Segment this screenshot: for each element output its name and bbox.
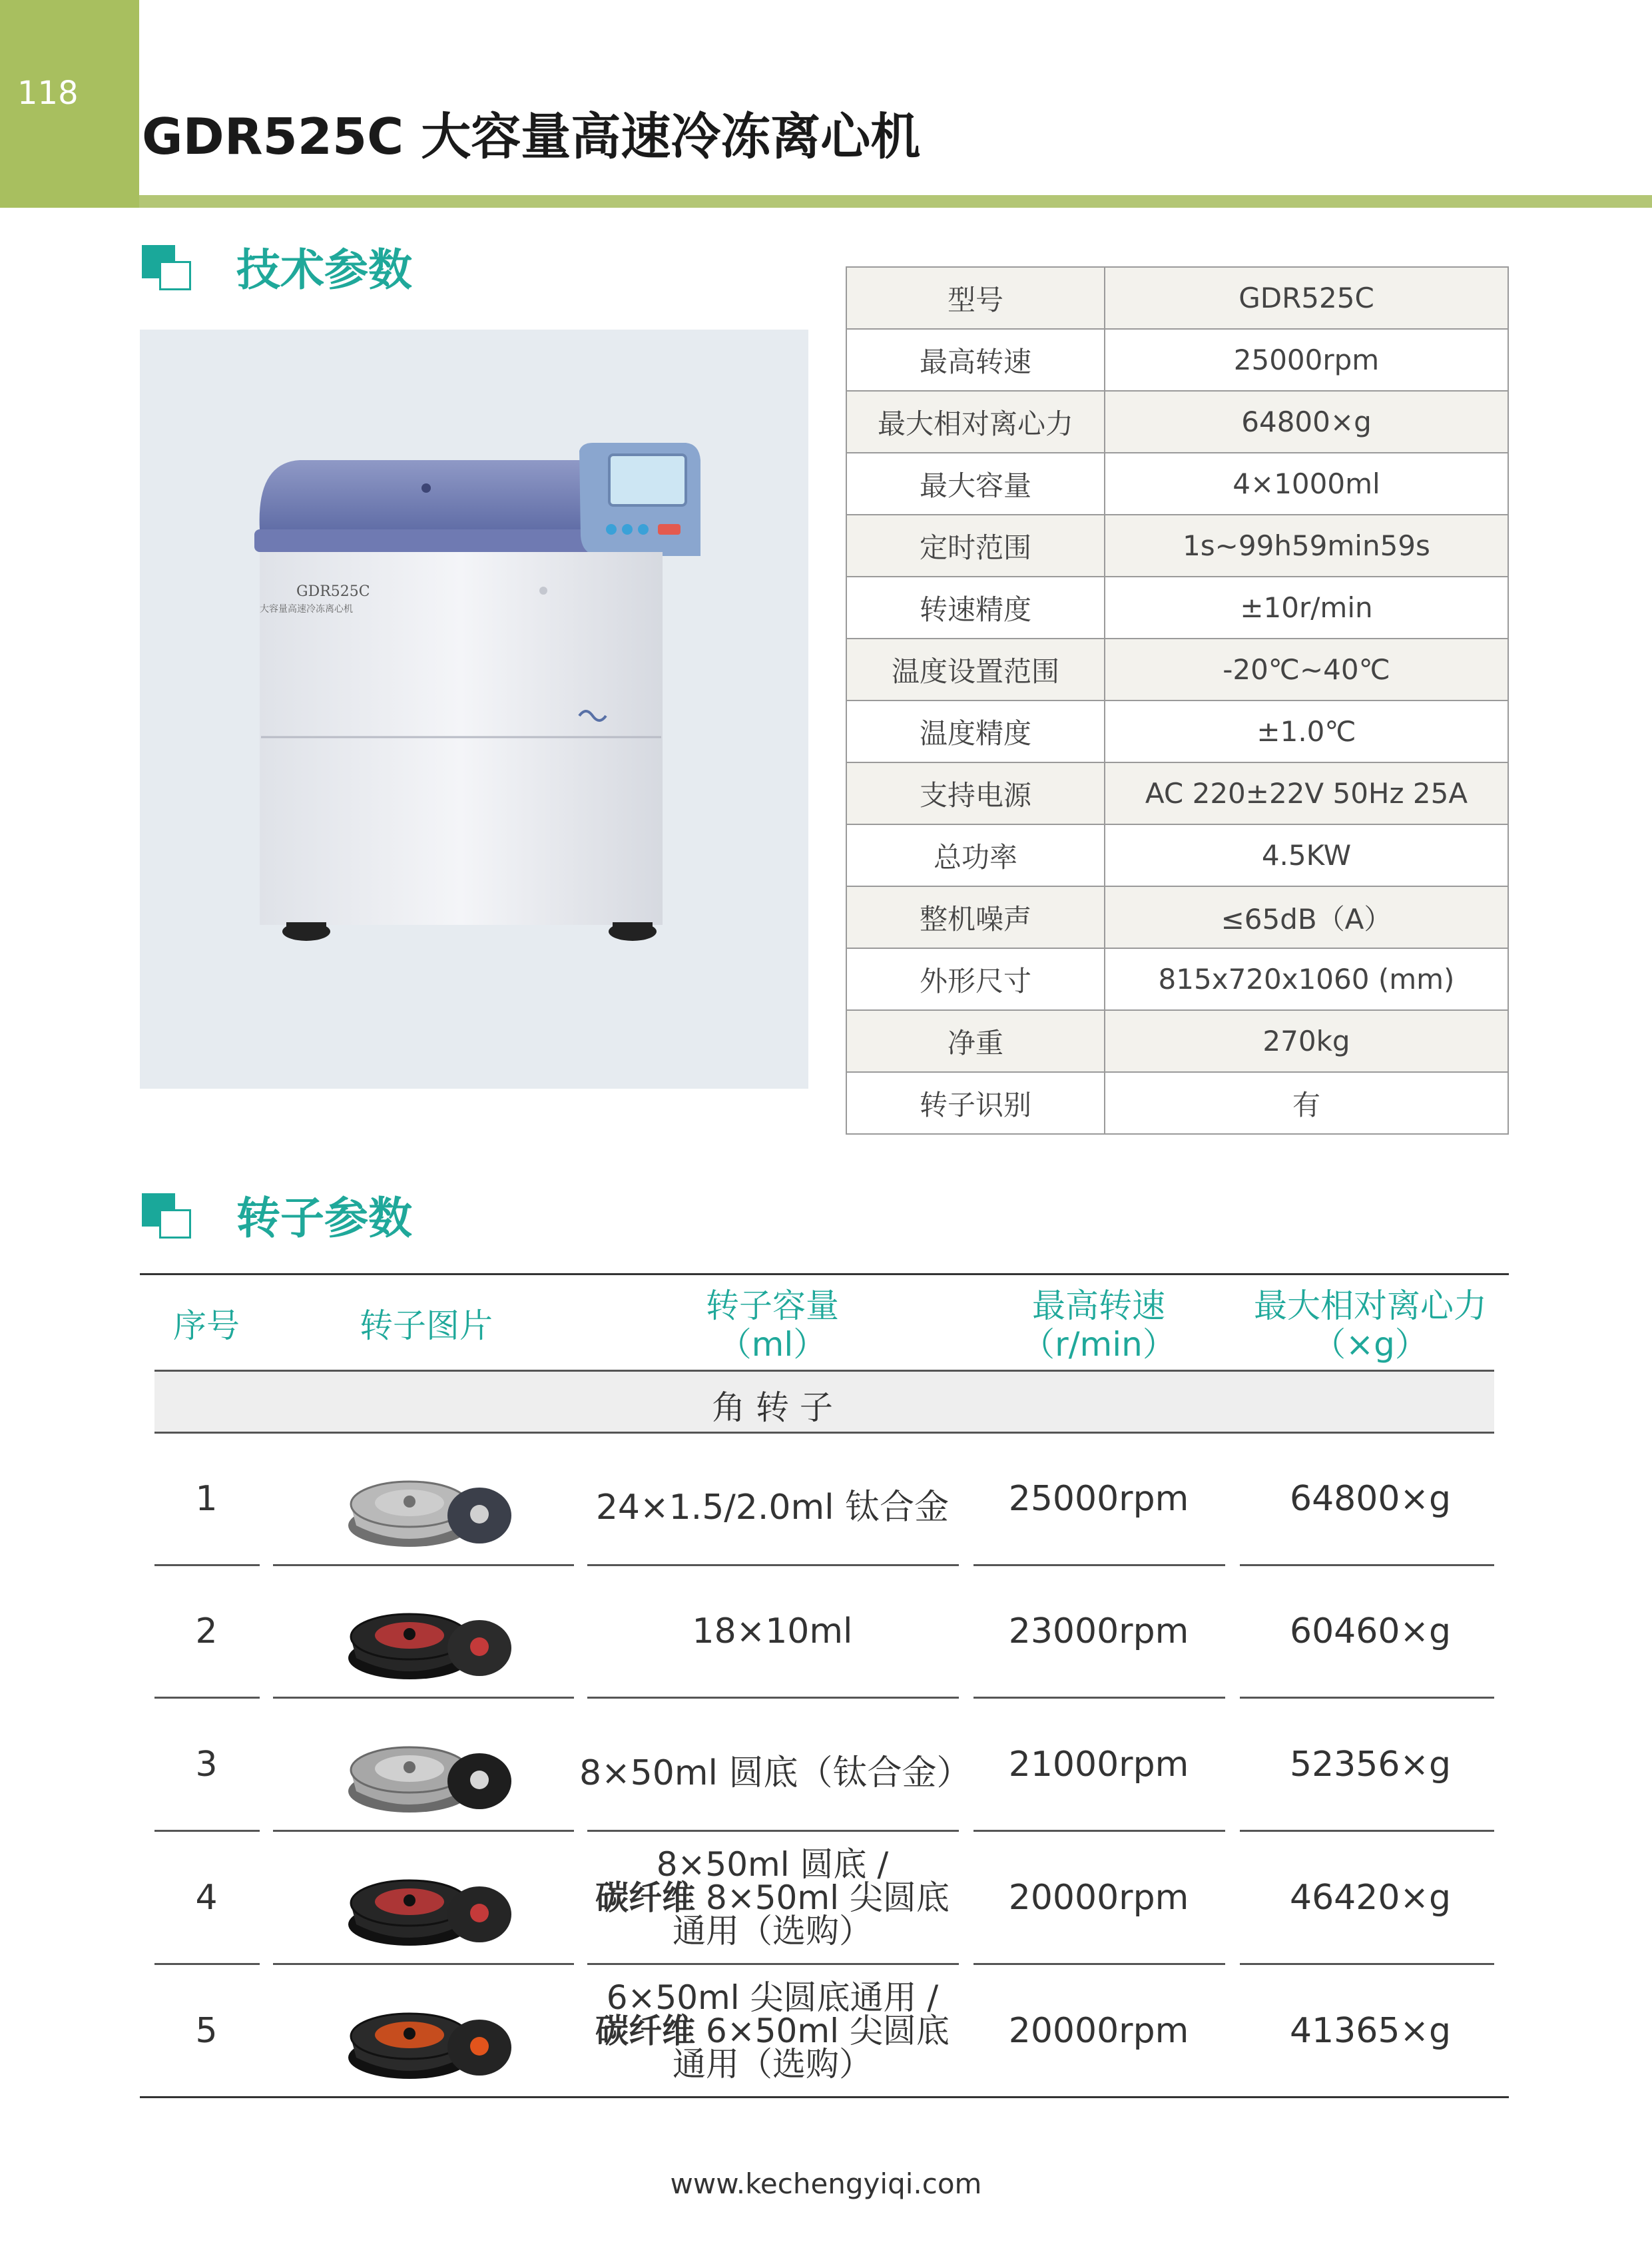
spec-key: 最大相对离心力 <box>846 391 1105 453</box>
spec-value: 1s~99h59min59s <box>1105 515 1508 577</box>
spec-row <box>846 391 1508 453</box>
capacity-line-rest: 6×50ml 尖圆底 <box>695 2012 950 2050</box>
row-speed: 25000rpm <box>1008 1479 1189 1519</box>
row-speed: 20000rpm <box>1008 2011 1189 2051</box>
rotor-image <box>343 1585 516 1685</box>
spec-row <box>846 1010 1508 1072</box>
spec-value: GDR525C <box>1105 267 1508 329</box>
spec-row <box>846 762 1508 824</box>
spec-key: 转子识别 <box>846 1072 1105 1134</box>
spec-value: 815x720x1060 (mm) <box>1105 948 1508 1010</box>
row-rule <box>1240 1963 1494 1965</box>
capacity-line: 通用（选购） <box>673 1912 872 1950</box>
spec-row <box>846 329 1508 391</box>
spec-value: -20℃~40℃ <box>1105 639 1508 701</box>
header-rule <box>139 195 1652 208</box>
page-number: 118 <box>17 75 79 112</box>
capacity-material: 碳纤维 <box>595 2012 696 2050</box>
spec-value: 有 <box>1105 1072 1508 1134</box>
spec-value: 270kg <box>1105 1010 1508 1072</box>
spec-row <box>846 453 1508 515</box>
spec-value: ±1.0℃ <box>1105 701 1508 762</box>
rotor-image <box>343 1984 516 2084</box>
row-number: 3 <box>195 1745 218 1785</box>
section-bullet-icon <box>142 245 192 292</box>
spec-key: 外形尺寸 <box>846 948 1105 1010</box>
rotor-image <box>343 1851 516 1951</box>
row-rule <box>273 1564 574 1566</box>
spec-row <box>846 515 1508 577</box>
row-rule <box>154 1564 260 1566</box>
product-photo <box>140 330 808 1089</box>
table-top-rule <box>140 1273 1509 1275</box>
row-number: 4 <box>195 1878 218 1918</box>
row-number: 5 <box>195 2011 218 2051</box>
spec-key: 总功率 <box>846 824 1105 886</box>
capacity-line-rest: 8×50ml 尖圆底 <box>695 1878 950 1917</box>
spec-value: 4×1000ml <box>1105 453 1508 515</box>
row-rule <box>154 1963 260 1965</box>
row-rcf: 60460×g <box>1290 1611 1451 1651</box>
spec-key: 温度精度 <box>846 701 1105 762</box>
page-title: GDR525C 大容量高速冷冻离心机 <box>142 107 921 166</box>
section-title-rotor: 转子参数 <box>236 1193 412 1244</box>
row-rule <box>1240 1564 1494 1566</box>
row-rule <box>587 1697 959 1699</box>
capacity-material: 碳纤维 <box>595 1878 696 1917</box>
row-rule <box>1240 1830 1494 1832</box>
row-capacity: 24×1.5/2.0ml 钛合金 <box>595 1488 950 1528</box>
capacity-line <box>579 1878 965 1917</box>
spec-value: 25000rpm <box>1105 329 1508 391</box>
spec-row <box>846 824 1508 886</box>
row-rule <box>973 1963 1225 1965</box>
row-capacity <box>579 1978 965 2084</box>
device-model-label: GDR525C <box>296 583 370 600</box>
spec-key: 型号 <box>846 267 1105 329</box>
row-rule <box>1240 1697 1494 1699</box>
row-rule <box>273 1697 574 1699</box>
spec-row <box>846 886 1508 948</box>
spec-row <box>846 577 1508 639</box>
row-speed: 20000rpm <box>1008 1878 1189 1918</box>
row-rule <box>973 1830 1225 1832</box>
footer-url: www.kechengyiqi.com <box>670 2167 982 2200</box>
spec-value: 64800×g <box>1105 391 1508 453</box>
spec-value: AC 220±22V 50Hz 25A <box>1105 762 1508 824</box>
device-name-label: 大容量高速冷冻离心机 <box>260 604 353 615</box>
capacity-line <box>579 2014 965 2048</box>
header-rcf: 最大相对离心力 （×g） <box>1254 1286 1487 1364</box>
row-rule <box>587 1963 959 1965</box>
spec-row <box>846 701 1508 762</box>
row-number: 1 <box>195 1479 218 1519</box>
table-bottom-rule <box>140 2096 1509 2098</box>
row-rule <box>154 1697 260 1699</box>
row-speed: 23000rpm <box>1008 1611 1189 1651</box>
spec-key: 最高转速 <box>846 329 1105 391</box>
row-capacity: 8×50ml 圆底（钛合金） <box>579 1753 971 1793</box>
header-capacity: 转子容量 （ml） <box>706 1286 839 1364</box>
capacity-line: 通用（选购） <box>673 2045 872 2084</box>
spec-key: 转速精度 <box>846 577 1105 639</box>
row-rule <box>273 1963 574 1965</box>
section-title-tech: 技术参数 <box>236 244 412 296</box>
row-capacity <box>579 1845 965 1950</box>
section-bullet-icon <box>142 1193 192 1240</box>
group-rule <box>154 1432 1494 1434</box>
capacity-line: 8×50ml 圆底 / <box>656 1845 889 1884</box>
spec-row <box>846 639 1508 701</box>
spec-key: 定时范围 <box>846 515 1105 577</box>
row-rcf: 46420×g <box>1290 1878 1451 1918</box>
spec-key: 整机噪声 <box>846 886 1105 948</box>
row-rule <box>587 1830 959 1832</box>
row-rule <box>973 1697 1225 1699</box>
row-speed: 21000rpm <box>1008 1745 1189 1785</box>
row-rule <box>973 1564 1225 1566</box>
spec-value: ±10r/min <box>1105 577 1508 639</box>
header-image: 转子图片 <box>360 1306 493 1345</box>
spec-row <box>846 1072 1508 1134</box>
spec-key: 最大容量 <box>846 453 1105 515</box>
row-rcf: 41365×g <box>1290 2011 1451 2051</box>
spec-value: ≤65dB（A） <box>1105 886 1508 948</box>
rotor-image <box>343 1718 516 1818</box>
row-rcf: 52356×g <box>1290 1745 1451 1785</box>
row-number: 2 <box>195 1611 218 1651</box>
spec-key: 净重 <box>846 1010 1105 1072</box>
spec-row <box>846 267 1508 329</box>
row-capacity: 18×10ml <box>692 1611 853 1651</box>
rotor-image <box>343 1452 516 1552</box>
header-no: 序号 <box>173 1306 240 1345</box>
spec-value: 4.5KW <box>1105 824 1508 886</box>
centrifuge-illustration <box>140 330 808 1089</box>
spec-key: 支持电源 <box>846 762 1105 824</box>
spec-table <box>846 266 1509 1135</box>
capacity-line: 6×50ml 尖圆底通用 / <box>606 1978 939 2017</box>
row-rule <box>273 1830 574 1832</box>
row-rule <box>587 1564 959 1566</box>
row-rule <box>154 1830 260 1832</box>
header-speed: 最高转速 （r/min） <box>1021 1286 1176 1364</box>
group-label: 角 转 子 <box>712 1388 833 1427</box>
spec-row <box>846 948 1508 1010</box>
row-rcf: 64800×g <box>1290 1479 1451 1519</box>
spec-key: 温度设置范围 <box>846 639 1105 701</box>
